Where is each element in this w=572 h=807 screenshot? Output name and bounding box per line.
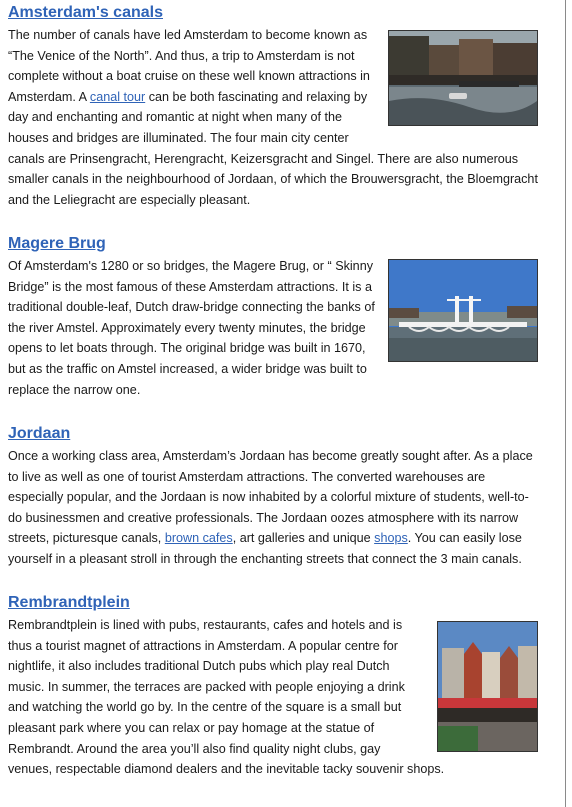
- paragraph-rembrandtplein: Rembrandtplein is lined with pubs, restaurants, cafes and hotels and is thus a tourist magnet of attractions in Amsterdam. A popular centre for nightlife, it also includes traditional Dutch pubs which play real Dutch music. In summer, the terraces are packed with people enjoying a drink and watching the world go by. In the centre of the square is a small but pleasant park where you can relax or pay homage at the statue of Rembrandt. Around the area you’ll also find quality night clubs, gay venues, respectable diamond dealers and the inevitable tacky souvenir shops.: [8, 618, 445, 777]
- heading-jordaan[interactable]: Jordaan: [8, 425, 71, 442]
- rembrandtplein-photo: [437, 621, 538, 752]
- canal-photo: [388, 30, 538, 126]
- section-magere-brug: [8, 234, 538, 400]
- paragraph-canals: The number of canals have led Amsterdam to become known as “The Venice of the North”. And thus, a trip to Amsterdam is not complete without a boat cruise on these well known attractions in Amsterdam. A canal tour can be both fascinating and relaxing by day and enchanting and romantic at night when many of the houses and bridges are illuminated. The four main city center canals are Prinsengracht, Herengracht, Keizersgracht and Singel. There are also numerous smaller canals in the neighbourhood of Jordaan, of which the Brouwersgracht, the Bloemgracht and the Leliegracht are especially pleasant.: [8, 28, 538, 207]
- section-jordaan: [8, 424, 538, 570]
- paragraph-jordaan: Once a working class area, Amsterdam’s Jordaan has become greatly sought after. As a place to live as well as one of tourist Amsterdam attractions. The converted warehouses are especially popular, and the Jordaan is now inhabited by a colorful mixture of students, well-to-do businessmen and creative professionals. The Jordaan oozes atmosphere with its narrow streets, picturesque canals, brown cafes, art galleries and unique shops. You can easily lose yourself in a pleasant stroll in through the enchanting streets that connect the 3 main canals.: [8, 449, 533, 566]
- bridge-photo: [388, 259, 538, 362]
- shops-link[interactable]: shops: [374, 531, 408, 546]
- heading-rembrandtplein[interactable]: Rembrandtplein: [8, 594, 130, 611]
- paragraph-magere-brug: Of Amsterdam's 1280 or so bridges, the Magere Brug, or “ Skinny Bridge” is the most famous of these Amsterdam attractions. It is a traditional double-leaf, Dutch draw-bridge connecting the banks of the river Amstel. Approximately every twenty minutes, the bridge opens to let boats through. The original bridge was built in 1670, but as the traffic on Amstel increased, a wider bridge was built to replace the narrow one.: [8, 259, 375, 397]
- brown-cafes-link[interactable]: brown cafes: [164, 531, 233, 546]
- canal-tour-link[interactable]: canal tour: [89, 89, 146, 104]
- heading-canals[interactable]: Amsterdam's canals: [8, 4, 163, 21]
- section-canals: [8, 3, 538, 210]
- heading-magere-brug[interactable]: Magere Brug: [8, 235, 106, 252]
- section-rembrandtplein: [8, 593, 538, 780]
